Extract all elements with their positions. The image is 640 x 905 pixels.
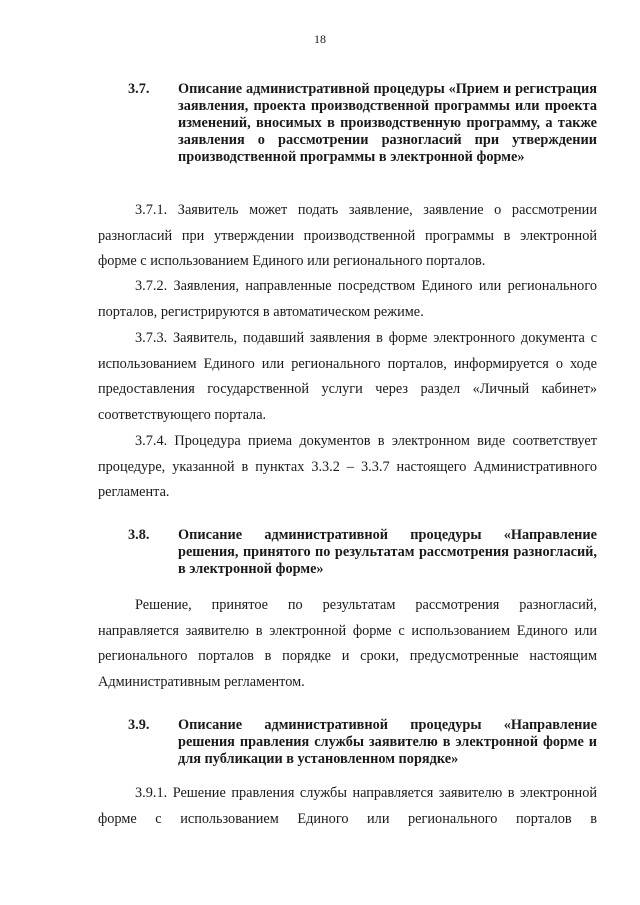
section-heading-3-8 [128, 527, 597, 578]
paragraph-3-7-1: 3.7.1. Заявитель может подать заявление, заявление о рассмотрении разногласий при утверждении производственной программы в электронной форме с использованием Единого или регионального порталов. [98, 202, 597, 269]
paragraph-3-8-body: Решение, принятое по результатам рассмотрения разногласий, направляется заявителю в электронной форме с использованием Единого или регионального порталов в порядке и сроки, предусмотренные настоящим Административным регламентом. [98, 597, 597, 690]
section-number: 3.7. [128, 81, 150, 97]
section-number: 3.9. [128, 717, 150, 733]
section-title: Описание административной процедуры «Прием и регистрация заявления, проекта производственной программы или проекта изменений, вносимых в производственную программу, а также заявления о рассмотрении разногласий при утверждении производственной программы в электронной форме» [178, 81, 597, 165]
section-heading-3-9 [128, 717, 597, 768]
paragraph-3-7-3: 3.7.3. Заявитель, подавший заявления в форме электронного документа с использованием Единого или регионального порталов, информируется о ходе предоставления государственной услуги через раздел «Личный кабинет» соответствующего портала. [98, 330, 597, 423]
section-title: Описание административной процедуры «Направление решения, принятого по результатам рассмотрения разногласий, в электронной форме» [178, 527, 597, 577]
paragraph-3-7-4: 3.7.4. Процедура приема документов в электронном виде соответствует процедуре, указанной в пунктах 3.3.2 – 3.3.7 настоящего Административного регламента. [98, 433, 597, 500]
paragraph-3-7-2: 3.7.2. Заявления, направленные посредством Единого или регионального порталов, регистрируются в автоматическом режиме. [98, 278, 597, 320]
page-number: 18 [314, 32, 326, 46]
section-title: Описание административной процедуры «Направление решения правления службы заявителю в электронной форме и для публикации в установленном порядке» [178, 717, 597, 767]
section-number: 3.8. [128, 527, 150, 543]
section-heading-3-7 [128, 81, 597, 166]
paragraph-3-9-1: 3.9.1. Решение правления службы направляется заявителю в электронной форме с использованием Единого или регионального порталов в [98, 785, 597, 827]
